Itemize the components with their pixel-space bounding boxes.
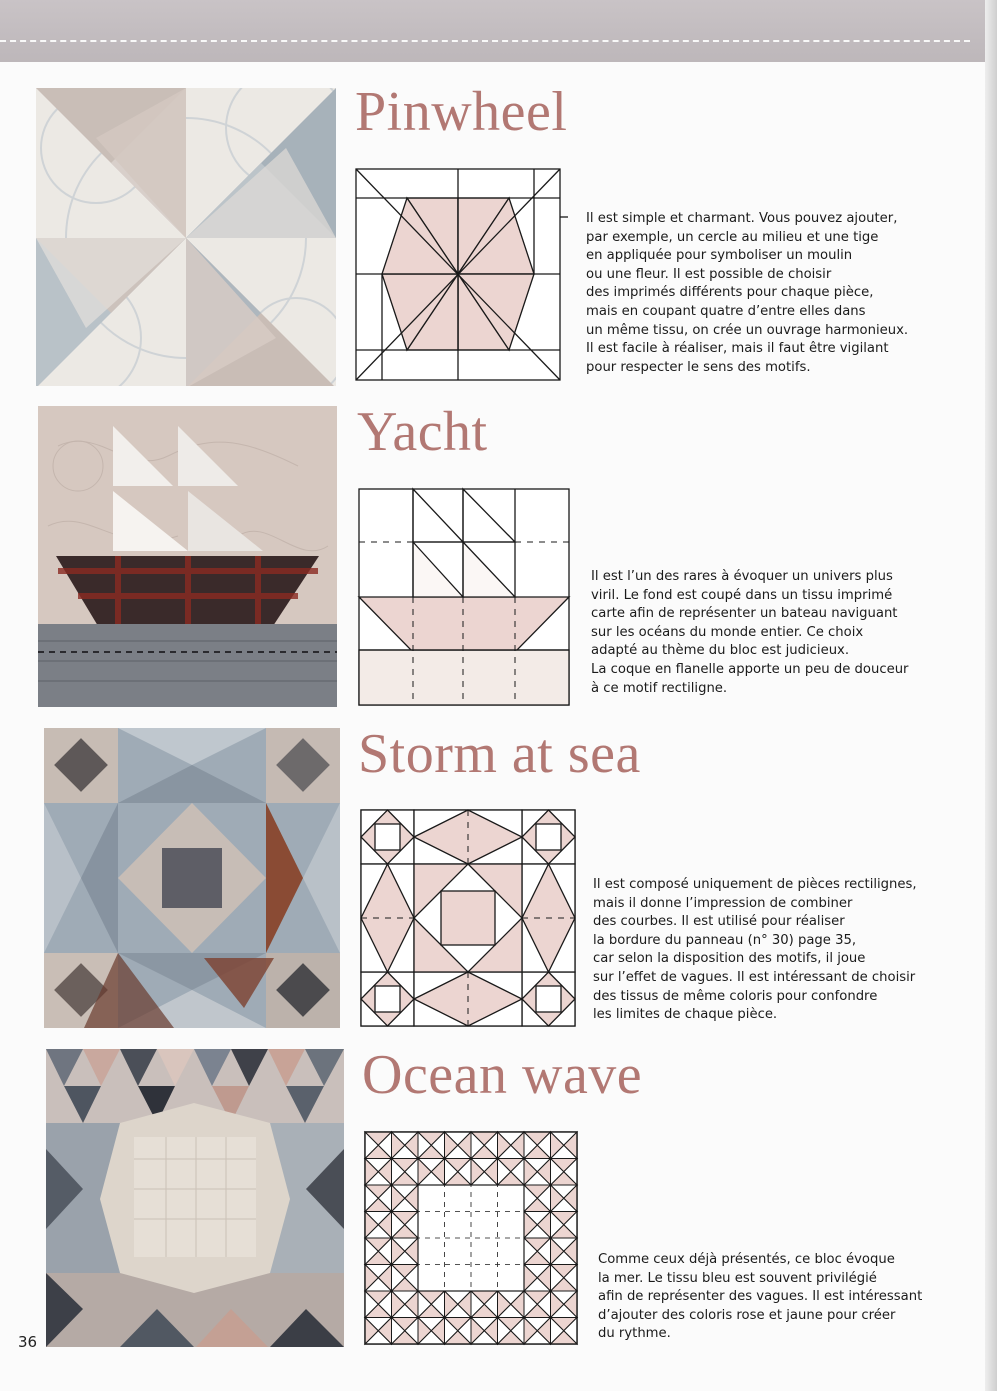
storm-at-sea-photo <box>44 728 340 1028</box>
yacht-diagram <box>357 487 577 714</box>
section-description: Comme ceux déjà présentés, ce bloc évoque la mer. Le tissu bleu est souvent privilégié afin de représenter des vagues. Il est intéressant d’ajouter des coloris rose et jaune pour créer du rythme. <box>598 1252 923 1342</box>
section-title: Yacht <box>357 401 488 463</box>
section-title: Ocean wave <box>362 1044 643 1106</box>
yacht-photo <box>38 406 337 707</box>
ocean-wave-photo <box>46 1049 344 1347</box>
section-description: Il est composé uniquement de pièces rectilignes, mais il donne l’impression de combiner des courbes. Il est utilisé pour réaliser la bordure du panneau (n° 30) page 35, car selon la disposition des motifs, il joue sur l’effet de vagues. Il est intéressant de choisir des tissus de même coloris pour confondre les limites de chaque pièce. <box>593 877 917 1023</box>
section-title: Storm at sea <box>358 723 641 785</box>
ocean-wave-diagram <box>361 1128 587 1357</box>
pinwheel-photo <box>36 88 336 386</box>
page-header-band <box>0 0 997 62</box>
section-title: Pinwheel <box>355 81 568 143</box>
section-description: Il est simple et charmant. Vous pouvez ajouter, par exemple, un cercle au milieu et une tige en appliquée pour symboliser un moulin ou une fleur. Il est possible de choisir des imprimés différents pour chaque pièce, mais en coupant quatre d’entre elles dans un même tissu, on crée un ouvrage harmonieux. Il est facile à réaliser, mais il faut être vigilant pour respecter le sens des motifs. <box>586 211 909 375</box>
page-number: 36 <box>18 1333 38 1351</box>
pinwheel-diagram <box>354 167 574 388</box>
storm-at-sea-diagram <box>359 808 581 1035</box>
stitch-line <box>0 40 970 42</box>
section-description: Il est l’un des rares à évoquer un univers plus viril. Le fond est coupé dans un tissu imprimé carte afin de représenter un bateau naviguant sur les océans du monde entier. Ce choix adapté au thème du bloc est judicieux. La coque en flanelle apporte un peu de douceur à ce motif rectiligne. <box>591 569 909 696</box>
page-spine-shadow <box>985 0 997 1391</box>
